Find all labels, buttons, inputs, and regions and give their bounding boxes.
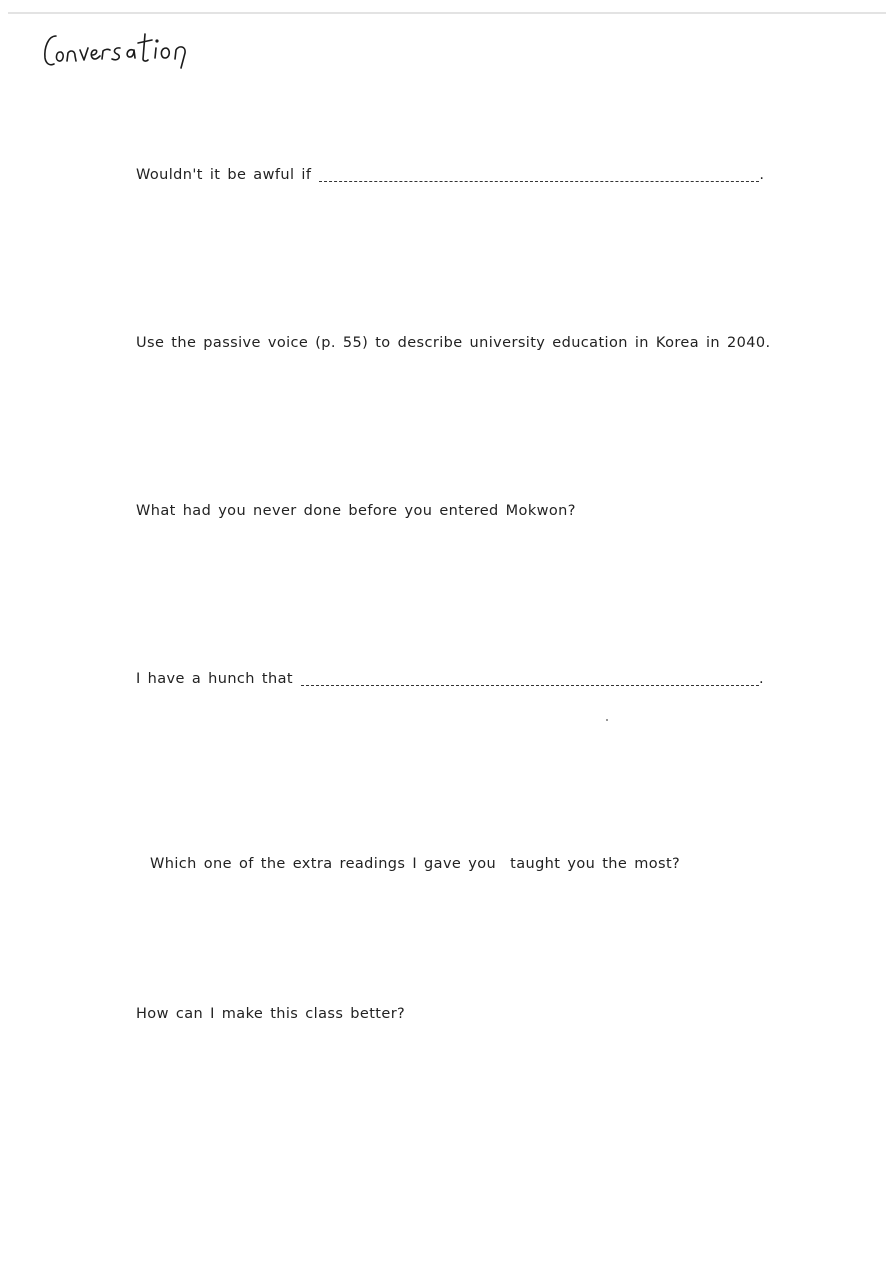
prompt-passive-voice	[136, 334, 771, 352]
answer-blank	[319, 180, 759, 182]
prompt-never-done	[136, 502, 576, 520]
prompt-awful-if	[136, 166, 764, 184]
prompt-class-better	[136, 1005, 405, 1023]
stray-dot	[606, 719, 608, 721]
scan-edge-line	[8, 12, 886, 14]
prompt-text: Wouldn't it be awful if	[136, 167, 312, 183]
prompt-text: Use the passive voice (p. 55) to describe university education in Korea in 2040.	[136, 335, 771, 351]
answer-blank	[301, 684, 759, 686]
prompt-hunch	[136, 670, 764, 688]
prompt-text: What had you never done before you entered Mokwon?	[136, 503, 576, 519]
handwritten-title	[40, 26, 210, 74]
prompt-text: Which one of the extra readings I gave you taught you the most?	[150, 856, 681, 872]
prompt-extra-readings	[136, 837, 680, 873]
prompt-text: I have a hunch that	[136, 671, 293, 687]
prompt-period: .	[758, 671, 764, 687]
prompt-period: .	[759, 167, 765, 183]
prompt-text: How can I make this class better?	[136, 1006, 406, 1022]
